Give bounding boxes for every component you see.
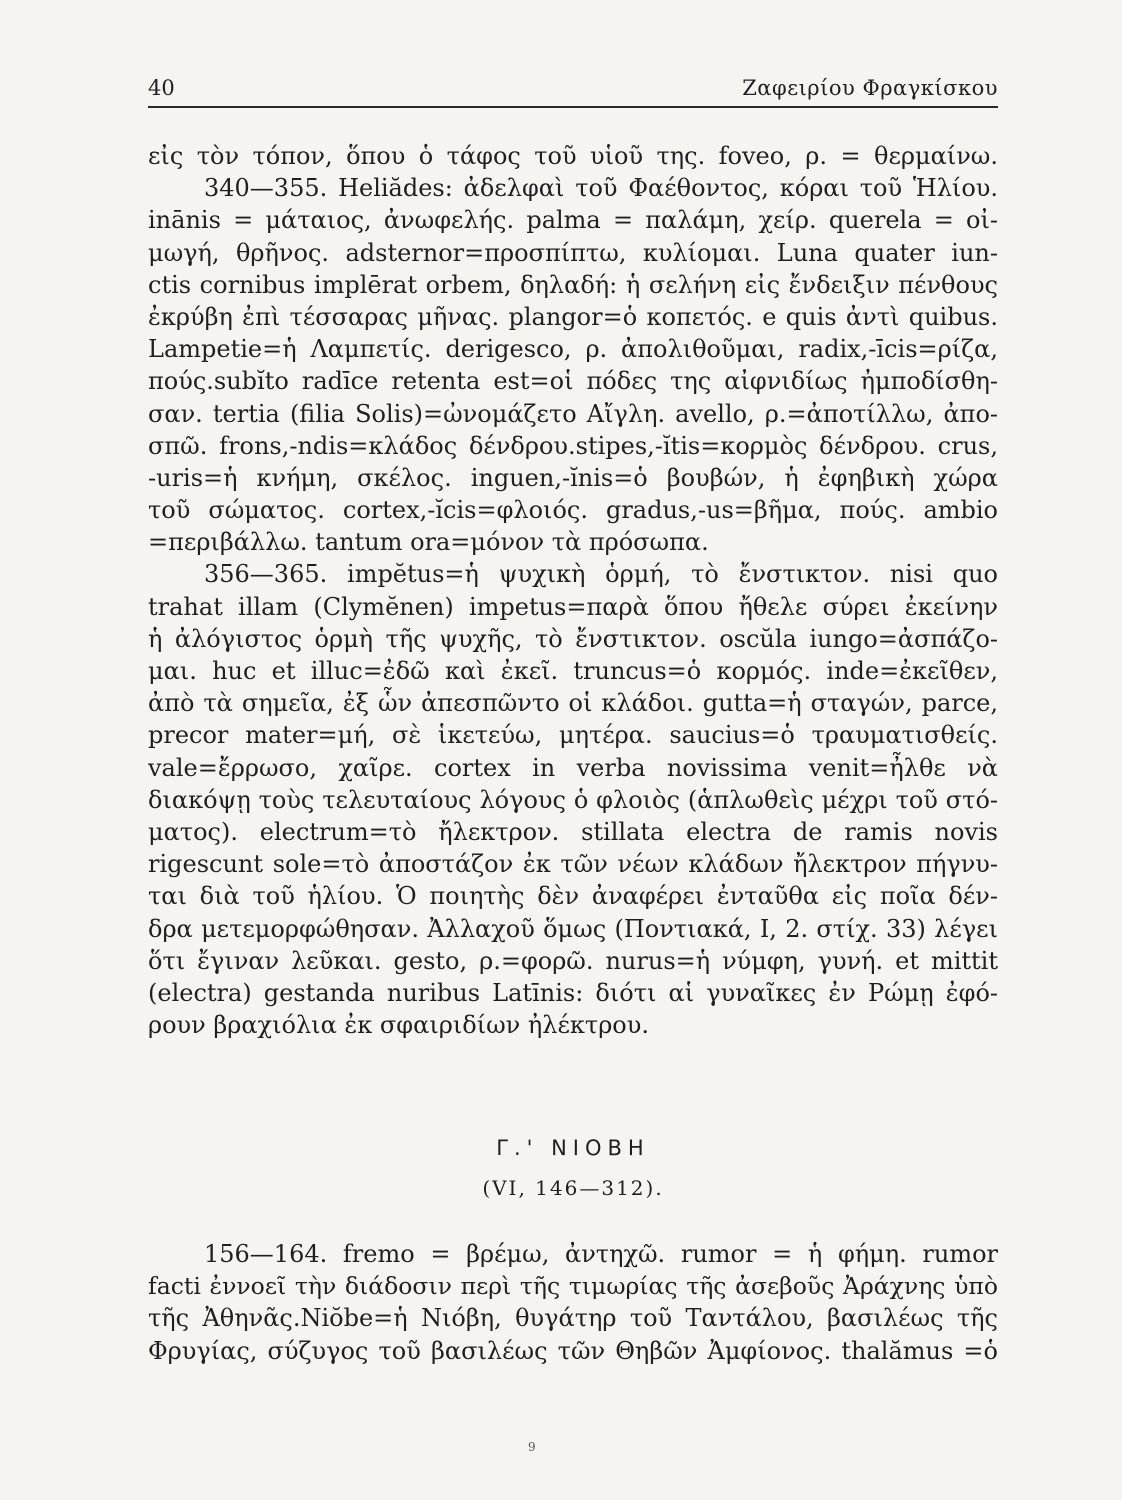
- page-header: [148, 72, 998, 108]
- text-line: 356—365. impĕtus=ἡ ψυχικὴ ὁρμή, τὸ ἔνστικτον. nisi quo: [204, 560, 998, 589]
- chapter-title: Γ.' ΝΙΟΒΗ: [496, 1136, 650, 1160]
- text-line: vale=ἔρρωσο, χαῖρε. cortex in verba novissima venit=ἦλθε νὰ: [148, 753, 998, 782]
- text-line: trahat illam (Clymĕnen) impetus=παρὰ ὅπου ἤθελε σύρει ἐκείνην: [148, 592, 998, 621]
- text-line: =περιβάλλω. tantum ora=μόνον τὰ πρόσωπα.: [148, 528, 709, 557]
- text-line: rigescunt sole=τὸ ἀποστάζον ἐκ τῶν νέων κλάδων ἤλεκτρον πήγνυ-: [148, 850, 998, 879]
- text-line: σαν. tertia (filia Solis)=ὠνομάζετο Αἴγλη. avello, ρ.=ἀποτίλλω, ἀπο-: [148, 399, 998, 428]
- text-line: τῆς Ἀθηνᾶς.Niŏbe=ἡ Νιόβη, θυγάτηρ τοῦ Ταντάλου, βασιλέως τῆς: [148, 1304, 998, 1333]
- text-line: ται διὰ τοῦ ἡλίου. Ὁ ποιητὴς δὲν ἀναφέρει ἐνταῦθα εἰς ποῖα δέν-: [148, 882, 998, 911]
- text-line: (electra) gestanda nuribus Latīnis: διότι αἱ γυναῖκες ἐν Ρώμῃ ἐφό-: [148, 978, 998, 1007]
- text-line: precor mater=μή, σὲ ἱκετεύω, μητέρα. saucius=ὁ τραυματισθείς.: [148, 721, 998, 750]
- text-line: ρουν βραχιόλια ἐκ σφαιριδίων ἠλέκτρου.: [148, 1011, 649, 1040]
- text-line: Lampetie=ἡ Λαμπετίς. derigesco, ρ. ἀπολιθοῦμαι, radix,-īcis=ρίζα,: [148, 335, 998, 364]
- signature-mark: 9: [528, 1440, 536, 1454]
- text-line: -uris=ἡ κνήμη, σκέλος. inguen,-ĭnis=ὁ βουβών, ἡ ἐφηβικὴ χώρα: [148, 463, 998, 492]
- text-line: μαι. huc et illuc=ἐδῶ καὶ ἐκεῖ. truncus=ὁ κορμός. inde=ἐκεῖθεν,: [148, 657, 998, 685]
- text-line: εἰς τὸν τόπον, ὅπου ὁ τάφος τοῦ υἱοῦ της. foveo, ρ. = θερμαίνω.: [148, 142, 998, 170]
- commentary-block-1: [148, 140, 998, 1041]
- text-line: ὅτι ἔγιναν λεῦκαι. gesto, ρ.=φορῶ. nurus=ἡ νύμφη, γυνή. et mittit: [148, 946, 998, 975]
- text-line: σπῶ. frons,-ndis=κλάδος δένδρου.stipes,-ĭtis=κορμὸς δένδρου. crus,: [148, 431, 998, 460]
- text-line: τοῦ σώματος. cortex,-ĭcis=φλοιός. gradus,-us=βῆμα, πούς. ambio: [148, 496, 998, 525]
- text-line: ματος). electrum=τὸ ἤλεκτρον. stillata electra de ramis novis: [148, 817, 998, 846]
- text-line: 340—355. Heliădes: ἀδελφαὶ τοῦ Φαέθοντος, κόραι τοῦ Ἡλίου.: [204, 174, 998, 203]
- commentary-block-2: [148, 1238, 998, 1367]
- text-line: δρα μετεμορφώθησαν. Ἀλλαχοῦ ὅμως (Ποντιακά, I, 2. στίχ. 33) λέγει: [148, 914, 998, 943]
- text-line: ἐκρύβη ἐπὶ τέσσαρας μῆνας. plangor=ὁ κοπετός. e quis ἀντὶ quibus.: [148, 302, 998, 331]
- text-line: διακόψῃ τοὺς τελευταίους λόγους ὁ φλοιὸς (ἁπλωθεὶς μέχρι τοῦ στό-: [148, 785, 998, 814]
- text-line: 156—164. fremo = βρέμω, ἀντηχῶ. rumor = ἡ φήμη. rumor: [204, 1240, 998, 1268]
- page-number: 40: [148, 76, 175, 100]
- text-line: ἀπὸ τὰ σημεῖα, ἐξ ὧν ἀπεσπῶντο οἱ κλάδοι. gutta=ἡ σταγών, parce,: [148, 689, 998, 718]
- text-line: ctis cornibus implērat orbem, δηλαδή: ἡ σελήνη εἰς ἔνδειξιν πένθους: [148, 270, 998, 299]
- chapter-reference: (VI, 146—312).: [482, 1176, 664, 1200]
- text-line: inānis = μάταιος, ἀνωφελής. palma = παλάμη, χείρ. querela = οἰ-: [148, 206, 998, 235]
- text-line: πούς.subĭto radīce retenta est=οἱ πόδες της αἰφνιδίως ἠμποδίσθη-: [148, 367, 998, 396]
- text-line: Φρυγίας, σύζυγος τοῦ βασιλέως τῶν Θηβῶν Ἀμφίονος. thalămus =ὁ: [148, 1336, 998, 1365]
- running-title: Ζαφειρίου Φραγκίσκου: [742, 76, 998, 100]
- text-line: facti ἐννοεῖ τὴν διάδοσιν περὶ τῆς τιμωρίας τῆς ἀσεβοῦς Ἀράχνης ὑπὸ: [148, 1272, 998, 1301]
- text-line: μωγή, θρῆνος. adsternor=προσπίπτω, κυλίομαι. Luna quater iun-: [148, 238, 998, 267]
- text-line: ἡ ἀλόγιστος ὁρμὴ τῆς ψυχῆς, τὸ ἔνστικτον. oscŭla iungo=ἀσπάζο-: [148, 624, 998, 653]
